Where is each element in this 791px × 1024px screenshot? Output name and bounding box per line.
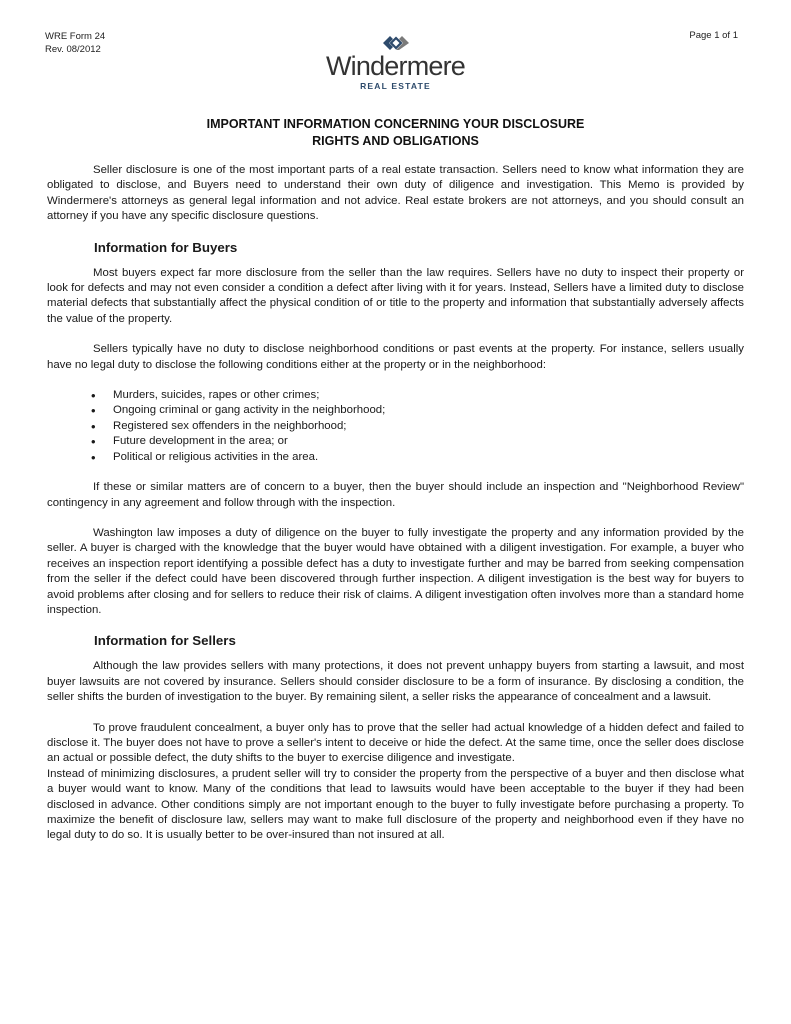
list-item: • Murders, suicides, rapes or other crimes;: [91, 388, 744, 403]
intro-paragraph: Seller disclosure is one of the most important parts of a real estate transaction. Sellers need to know what information they are obligated to disclose, and Buyers need to understand their own duty of diligence and investigation. This Memo is provided by Windermere's attorneys as general legal information and not advice. Real estate brokers are not attorneys, and you should consult an attorney if you have any specific disclosure questions.: [47, 164, 744, 223]
buyers-paragraph-2: Sellers typically have no duty to disclose neighborhood conditions or past events at the property. For instance, sellers usually have no legal duty to disclose the following conditions either at the property or in the neighborhood:: [47, 343, 744, 371]
form-revision: Rev. 08/2012: [45, 44, 101, 55]
list-item: • Political or religious activities in the area.: [91, 450, 744, 465]
sellers-paragraph-1: Although the law provides sellers with many protections, it does not prevent unhappy buyers from starting a lawsuit, and most buyer lawsuits are not covered by insurance. Sellers should consider disclosure to be a form of insurance. By disclosing a condition, the seller shifts the burden of investigation to the buyer. By remaining silent, a seller risks the appearance of concealment and a lawsuit.: [47, 660, 744, 704]
buyers-heading: Information for Buyers: [94, 239, 238, 255]
sellers-paragraph-3: Instead of minimizing disclosures, a prudent seller will try to consider the property from the perspective of a buyer and then disclose what a buyer would want to know. Many of the conditions that lead to lawsuits would have been acceptable to the buyer if they had been disclosed in advance. Other conditions simply are not important enough to the buyer to fully investigate before purchasing a property. To maximize the benefit of disclosure law, sellers may want to make full disclosure of the property and neighborhood even if they have no legal duty to do so. It is usually better to be over-insured than not insured at all.: [47, 767, 744, 842]
document-body: [47, 163, 744, 844]
windermere-logo: [0, 34, 791, 91]
windermere-w-mark-icon: [381, 34, 411, 52]
buyers-paragraph-4: Washington law imposes a duty of diligence on the buyer to fully investigate the property and any information provided by the seller. A buyer is charged with the knowledge that the buyer would have obtained with a diligent investigation. For example, a buyer who receives an inspection report identifying a possible defect has a duty to investigate further and may be barred from seeking compensation from the seller if the defect could have been discovered through further inspection. A diligent investigation is the best way for buyers to avoid problems after closing and for sellers to reduce their risk of claims. A diligent investigation often involves more than a standard home inspection.: [47, 526, 744, 616]
buyers-paragraph-1: Most buyers expect far more disclosure from the seller than the law requires. Sellers have no duty to inspect their property or look for defects and may not even consider a condition a defect after living with it for years. Instead, Sellers have a limited duty to disclose material defects that substantially affect the physical condition of or title to the property and information that substantially adversely affects the value of the property.: [47, 266, 744, 325]
list-item: • Future development in the area; or: [91, 434, 744, 449]
form-id: WRE Form 24: [45, 31, 106, 42]
logo-subtitle: REAL ESTATE: [360, 81, 431, 91]
sellers-paragraph-2: To prove fraudulent concealment, a buyer only has to prove that the seller had actual knowledge of a hidden defect and failed to disclose it. The buyer does not have to prove a seller's intent to deceive or hide the defect. At the same time, once the seller does disclose an actual or possible defect, the duty shifts to the buyer to exercise diligence and investigate.: [47, 721, 744, 765]
page-number: Page 1 of 1: [689, 30, 738, 41]
list-item: • Ongoing criminal or gang activity in the neighborhood;: [91, 403, 744, 418]
sellers-heading: Information for Sellers: [94, 633, 236, 649]
title-line-1: IMPORTANT INFORMATION CONCERNING YOUR DISCLOSURE: [206, 117, 585, 131]
buyers-paragraph-3: If these or similar matters are of concern to a buyer, then the buyer should include an inspection and "Neighborhood Review" contingency in any agreement and follow through with the inspection.: [47, 481, 744, 509]
title-line-2: RIGHTS AND OBLIGATIONS: [312, 134, 479, 148]
document-title: [0, 116, 791, 150]
conditions-list: [91, 388, 744, 465]
list-item: • Registered sex offenders in the neighborhood;: [91, 419, 744, 434]
logo-wordmark: Windermere: [325, 51, 466, 81]
